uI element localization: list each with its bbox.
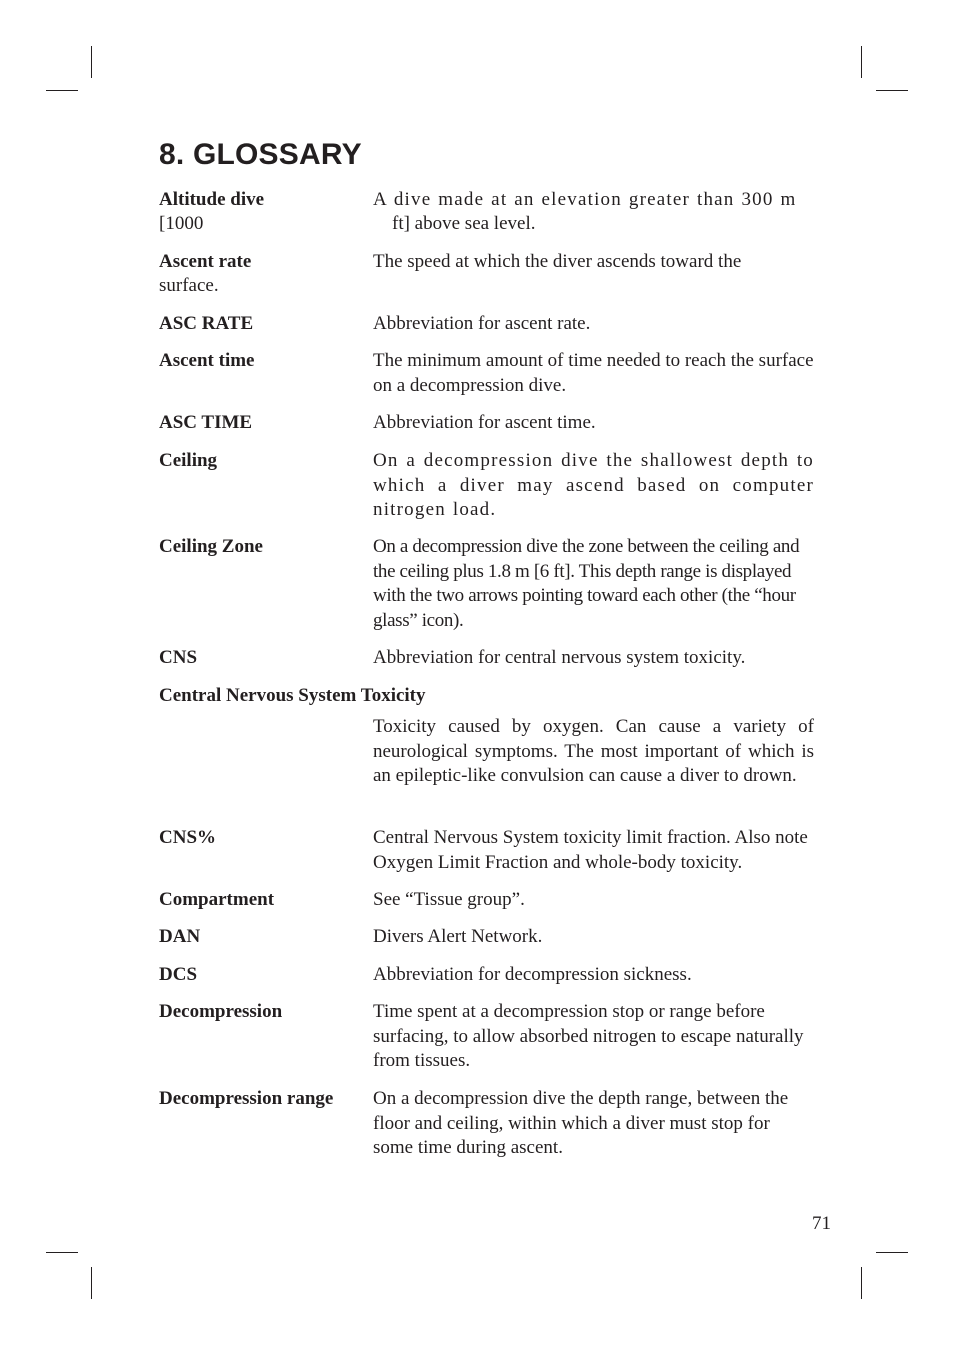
glossary-definition: Abbreviation for ascent time. bbox=[373, 412, 596, 433]
glossary-entry bbox=[159, 646, 814, 671]
glossary-entry bbox=[159, 684, 814, 786]
glossary-term: Ceiling bbox=[159, 450, 218, 471]
glossary-term: Ceiling Zone bbox=[159, 536, 263, 557]
glossary-entry bbox=[159, 925, 814, 950]
crop-mark bbox=[46, 90, 78, 91]
glossary-term: CNS bbox=[159, 647, 198, 668]
glossary-term: CNS% bbox=[159, 827, 217, 848]
glossary-definition: The minimum amount of time needed to reach the surface on a decompression dive. bbox=[373, 350, 814, 396]
crop-mark bbox=[46, 1252, 78, 1253]
crop-mark bbox=[861, 1267, 862, 1299]
glossary-definition-continuation: ft] above sea level. bbox=[392, 213, 536, 234]
glossary-definition: Toxicity caused by oxygen. Can cause a variety of neurological symptoms. The most important of which is an epileptic-like convulsion can cause a diver to drown. bbox=[373, 716, 814, 786]
glossary-entry bbox=[159, 963, 814, 988]
glossary-entry bbox=[159, 826, 814, 873]
glossary-entry bbox=[159, 449, 814, 520]
glossary-entry bbox=[159, 535, 814, 631]
glossary-entry bbox=[159, 1087, 814, 1158]
crop-mark bbox=[876, 1252, 908, 1253]
glossary-term: DAN bbox=[159, 926, 201, 947]
glossary-term: Ascent time bbox=[159, 350, 255, 371]
glossary-term: ASC TIME bbox=[159, 412, 253, 433]
crop-mark bbox=[876, 90, 908, 91]
glossary-term: Decompression range bbox=[159, 1088, 334, 1109]
glossary-term: Decompression bbox=[159, 1001, 283, 1022]
glossary-term: Central Nervous System Toxicity bbox=[159, 685, 426, 706]
glossary-entry bbox=[159, 888, 814, 913]
glossary-entry bbox=[159, 411, 814, 436]
glossary-entry bbox=[159, 312, 814, 337]
glossary-term: Altitude dive bbox=[159, 189, 265, 210]
page-number: 71 bbox=[812, 1213, 831, 1234]
crop-mark bbox=[861, 46, 862, 78]
glossary-entry bbox=[159, 188, 814, 234]
glossary-definition: Central Nervous System toxicity limit fraction. Also note Oxygen Limit Fraction and whole-body toxicity. bbox=[373, 827, 808, 873]
glossary-definition: A dive made at an elevation greater than 300 m bbox=[373, 189, 797, 210]
glossary-definition: See “Tissue group”. bbox=[373, 889, 525, 910]
glossary-definition: On a decompression dive the shallowest depth to which a diver may ascend based on computer nitrogen load. bbox=[373, 450, 814, 520]
glossary-term: ASC RATE bbox=[159, 313, 254, 334]
glossary-definition: Abbreviation for decompression sickness. bbox=[373, 964, 692, 985]
glossary-definition: The speed at which the diver ascends toward the bbox=[373, 251, 742, 272]
glossary-entry bbox=[159, 1000, 814, 1071]
glossary-entry bbox=[159, 250, 814, 296]
glossary-term-continuation: [1000 bbox=[159, 213, 204, 234]
crop-mark bbox=[91, 1267, 92, 1299]
glossary-definition: On a decompression dive the zone between the ceiling and the ceiling plus 1.8 m [6 ft]. This depth range is displayed with the two arrows pointing toward each other (the “hour glass” icon). bbox=[373, 536, 800, 631]
glossary-term: DCS bbox=[159, 964, 198, 985]
crop-mark bbox=[91, 46, 92, 78]
glossary-term-continuation: surface. bbox=[159, 275, 219, 296]
glossary-term: Ascent rate bbox=[159, 251, 252, 272]
glossary-definition: Abbreviation for central nervous system toxicity. bbox=[373, 647, 746, 668]
page-title: 8. GLOSSARY bbox=[159, 138, 362, 171]
glossary-term: Compartment bbox=[159, 889, 275, 910]
glossary-definition: Divers Alert Network. bbox=[373, 926, 543, 947]
glossary-definition: Time spent at a decompression stop or range before surfacing, to allow absorbed nitrogen to escape naturally from tissues. bbox=[373, 1001, 804, 1071]
glossary-definition: Abbreviation for ascent rate. bbox=[373, 313, 591, 334]
glossary-entry bbox=[159, 349, 814, 396]
glossary-definition: On a decompression dive the depth range, between the floor and ceiling, within which a diver must stop for some time during ascent. bbox=[373, 1088, 789, 1158]
